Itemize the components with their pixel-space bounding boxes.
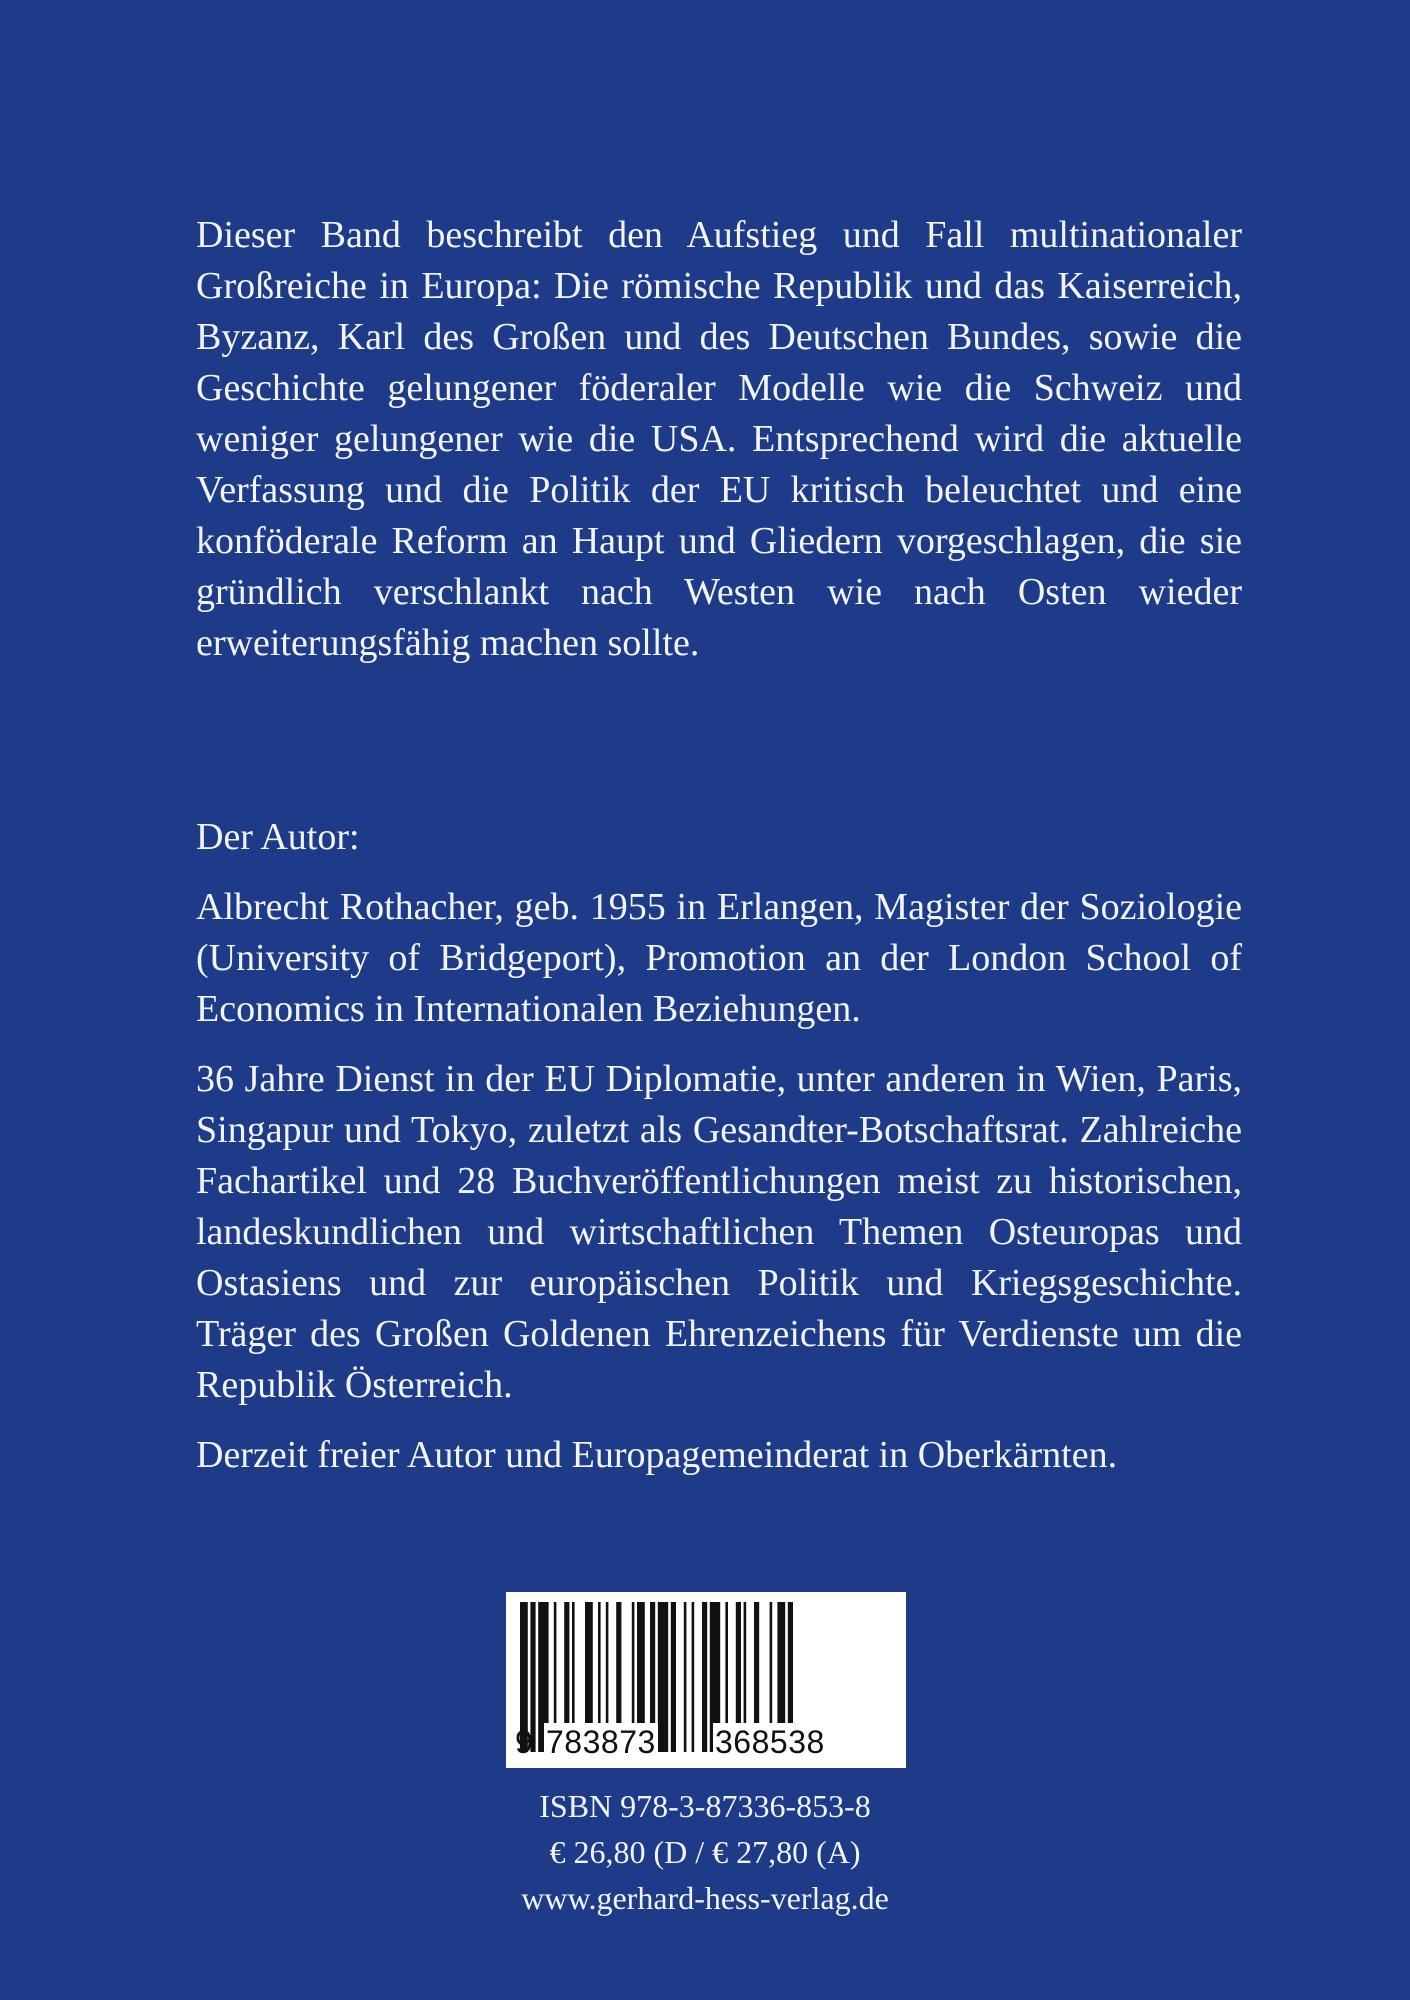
author-section-heading bbox=[196, 812, 1242, 863]
author-bio-career bbox=[196, 1054, 1242, 1411]
isbn-barcode bbox=[506, 1592, 906, 1768]
publisher-website: www.gerhard-hess-verlag.de bbox=[521, 1880, 889, 1916]
author-bio-current-text: Derzeit freier Autor und Europagemeinderat in Oberkärnten. bbox=[196, 1434, 1118, 1476]
book-description bbox=[196, 210, 1242, 669]
isbn-number: ISBN 978-3-87336-853-8 bbox=[539, 1788, 871, 1824]
price-info: € 26,80 (D / € 27,80 (A) bbox=[549, 1834, 861, 1870]
barcode-lead-digit: 9 bbox=[515, 1724, 533, 1760]
author-bio-education bbox=[196, 882, 1242, 1035]
author-bio-career-text: 36 Jahre Dienst in der EU Diplomatie, unter anderen in Wien, Paris, Singapur und Tokyo, zuletzt als Gesandter-Botschaftsrat. Zahlreiche Fachartikel und 28 Buchveröffentlichungen meist zu historischen, landeskundlichen und wirtschaftlichen Themen Osteuropas und Ostasiens und zur europäischen Politik und Kriegsgeschichte. Träger des Großen Goldenen Ehrenzeichens für Verdienste um die Republik Österreich. bbox=[196, 1058, 1242, 1406]
author-heading-text: Der Autor: bbox=[196, 816, 360, 858]
author-bio-current bbox=[196, 1430, 1242, 1481]
barcode-right-digits: 368538 bbox=[715, 1724, 825, 1760]
author-bio-education-text: Albrecht Rothacher, geb. 1955 in Erlangen, Magister der Soziologie (University of Bridgeport), Promotion an der London School of Economics in Internationalen Beziehungen. bbox=[196, 886, 1242, 1030]
description-text: Dieser Band beschreibt den Aufstieg und Fall multinationaler Großreiche in Europa: Die römische Republik und das Kaiserreich, Byzanz, Karl des Großen und des Deutschen Bundes, sowie die Geschichte gelungener föderaler Modelle wie die Schweiz und weniger gelungener wie die USA. Entsprechend wird die aktuelle Verfassung und die Politik der EU kritisch beleuchtet und eine konföderale Reform an Haupt und Gliedern vorgeschlagen, die sie gründlich verschlankt nach Westen wie nach Osten wieder erweiterungsfähig machen sollte. bbox=[196, 214, 1242, 664]
barcode-left-digits: 783873 bbox=[546, 1724, 656, 1760]
